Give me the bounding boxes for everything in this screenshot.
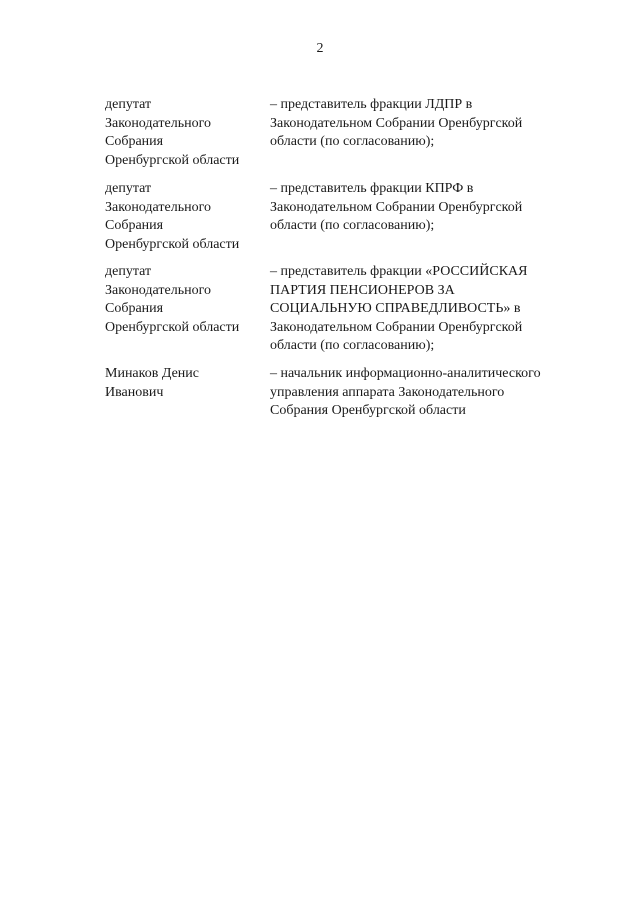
member-role-line: области (по согласованию); (270, 218, 435, 234)
page-number: 2 (316, 41, 324, 56)
member-role (270, 180, 570, 236)
member-role-line: ПАРТИЯ ПЕНСИОНЕРОВ ЗА (270, 282, 455, 298)
member-role (270, 365, 570, 421)
member-name-line: Минаков Денис (105, 366, 199, 381)
member-role-line: Законодательном Собрании Оренбургской (270, 199, 523, 215)
member-name (105, 96, 265, 170)
member-name (105, 365, 265, 402)
member-name-line: Собрания (105, 134, 164, 150)
member-name-line: Иванович (105, 384, 164, 400)
member-role-line: – начальник информационно-аналитического (270, 366, 541, 381)
member-name-line: Законодательного (105, 282, 211, 298)
member-name-line: Законодательного (105, 199, 211, 215)
member-role-line: – представитель фракции КПРФ в (270, 181, 474, 196)
member-name-line: депутат (105, 264, 152, 279)
member-role-line: Законодательном Собрании Оренбургской (270, 319, 523, 335)
member-name-line: депутат (105, 181, 152, 196)
member-role-line: управления аппарата Законодательного (270, 384, 505, 400)
member-name (105, 180, 265, 254)
member-role-line: Собрания Оренбургской области (270, 403, 466, 419)
member-name-line: Собрания (105, 218, 164, 234)
member-name-line: Собрания (105, 301, 164, 317)
member-name-line: депутат (105, 97, 152, 112)
member-role-line: Законодательном Собрании Оренбургской (270, 115, 523, 131)
member-name-line: Оренбургской области (105, 152, 240, 168)
member-role-line: области (по согласованию); (270, 338, 435, 354)
member-role-line: СОЦИАЛЬНУЮ СПРАВЕДЛИВОСТЬ» в (270, 301, 521, 317)
member-role-line: – представитель фракции «РОССИЙСКАЯ (270, 264, 528, 279)
member-role-line: – представитель фракции ЛДПР в (270, 97, 473, 112)
member-role (270, 263, 570, 356)
member-role-line: области (по согласованию); (270, 134, 435, 150)
member-name-line: Оренбургской области (105, 236, 240, 252)
member-name (105, 263, 265, 337)
member-name-line: Законодательного (105, 115, 211, 131)
member-role (270, 96, 570, 152)
member-name-line: Оренбургской области (105, 319, 240, 335)
